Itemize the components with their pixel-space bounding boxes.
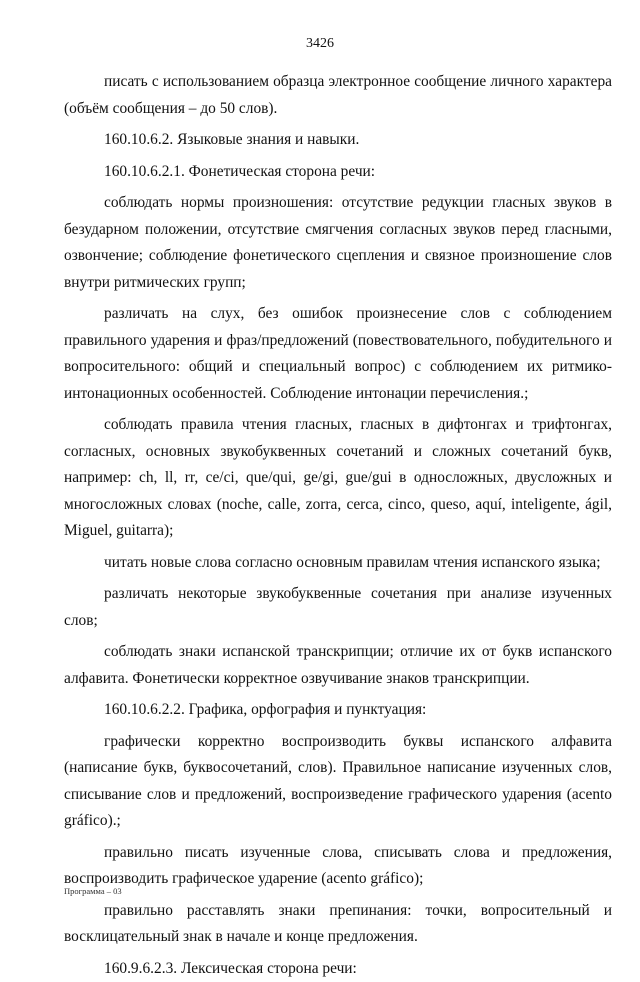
paragraph: различать некоторые звукобуквенные сочетания при анализе изученных слов; bbox=[64, 581, 612, 634]
paragraph: соблюдать нормы произношения: отсутствие редукции гласных звуков в безударном положении, отсутствие смягчения согласных звуков перед гласными, озвончение; соблюдение фонетического сцепления и связное произношение слов внутри ритмических групп; bbox=[64, 190, 612, 296]
footer-label: Программа – 03 bbox=[64, 886, 122, 896]
paragraph: читать новые слова согласно основным правилам чтения испанского языка; bbox=[64, 550, 612, 577]
subsection-heading: 160.10.6.2.2. Графика, орфография и пунктуация: bbox=[64, 697, 612, 724]
section-heading: 160.10.6.2. Языковые знания и навыки. bbox=[64, 127, 612, 154]
paragraph: соблюдать правила чтения гласных, гласных в дифтонгах и трифтонгах, согласных, основных звукобуквенных сочетаний и сложных сочетаний букв, например: ch, ll, rr, ce/ci, que/qui, ge/gi, gue/gui в односложных, двусложных и многосложных словах (noche, calle, zorra, cerca, cinco, queso, aquí, inteligente, ágil, Miguel, guitarra); bbox=[64, 412, 612, 545]
paragraph: писать с использованием образца электронное сообщение личного характера (объём сообщения – до 50 слов). bbox=[64, 69, 612, 122]
document-body bbox=[64, 69, 612, 982]
paragraph: графически корректно воспроизводить буквы испанского алфавита (написание букв, буквосочетаний, слов). Правильное написание изученных слов, списывание слов и предложений, воспроизведение графического ударения (acento gráfico).; bbox=[64, 729, 612, 835]
paragraph: соблюдать знаки испанской транскрипции; отличие их от букв испанского алфавита. Фонетически корректное озвучивание знаков транскрипции. bbox=[64, 639, 612, 692]
subsection-heading: 160.10.6.2.1. Фонетическая сторона речи: bbox=[64, 159, 612, 186]
paragraph: правильно расставлять знаки препинания: точки, вопросительный и восклицательный знак в начале и конце предложения. bbox=[64, 898, 612, 951]
subsection-heading: 160.9.6.2.3. Лексическая сторона речи: bbox=[64, 956, 612, 982]
paragraph: правильно писать изученные слова, списывать слова и предложения, воспроизводить графическое ударение (acento gráfico); bbox=[64, 840, 612, 893]
page-number: 3426 bbox=[0, 36, 640, 52]
paragraph: различать на слух, без ошибок произнесение слов с соблюдением правильного ударения и фраз/предложений (повествовательного, побудительного и вопросительного: общий и специальный вопрос) с соблюдением их ритмико-интонационных особенностей. Соблюдение интонации перечисления.; bbox=[64, 301, 612, 407]
